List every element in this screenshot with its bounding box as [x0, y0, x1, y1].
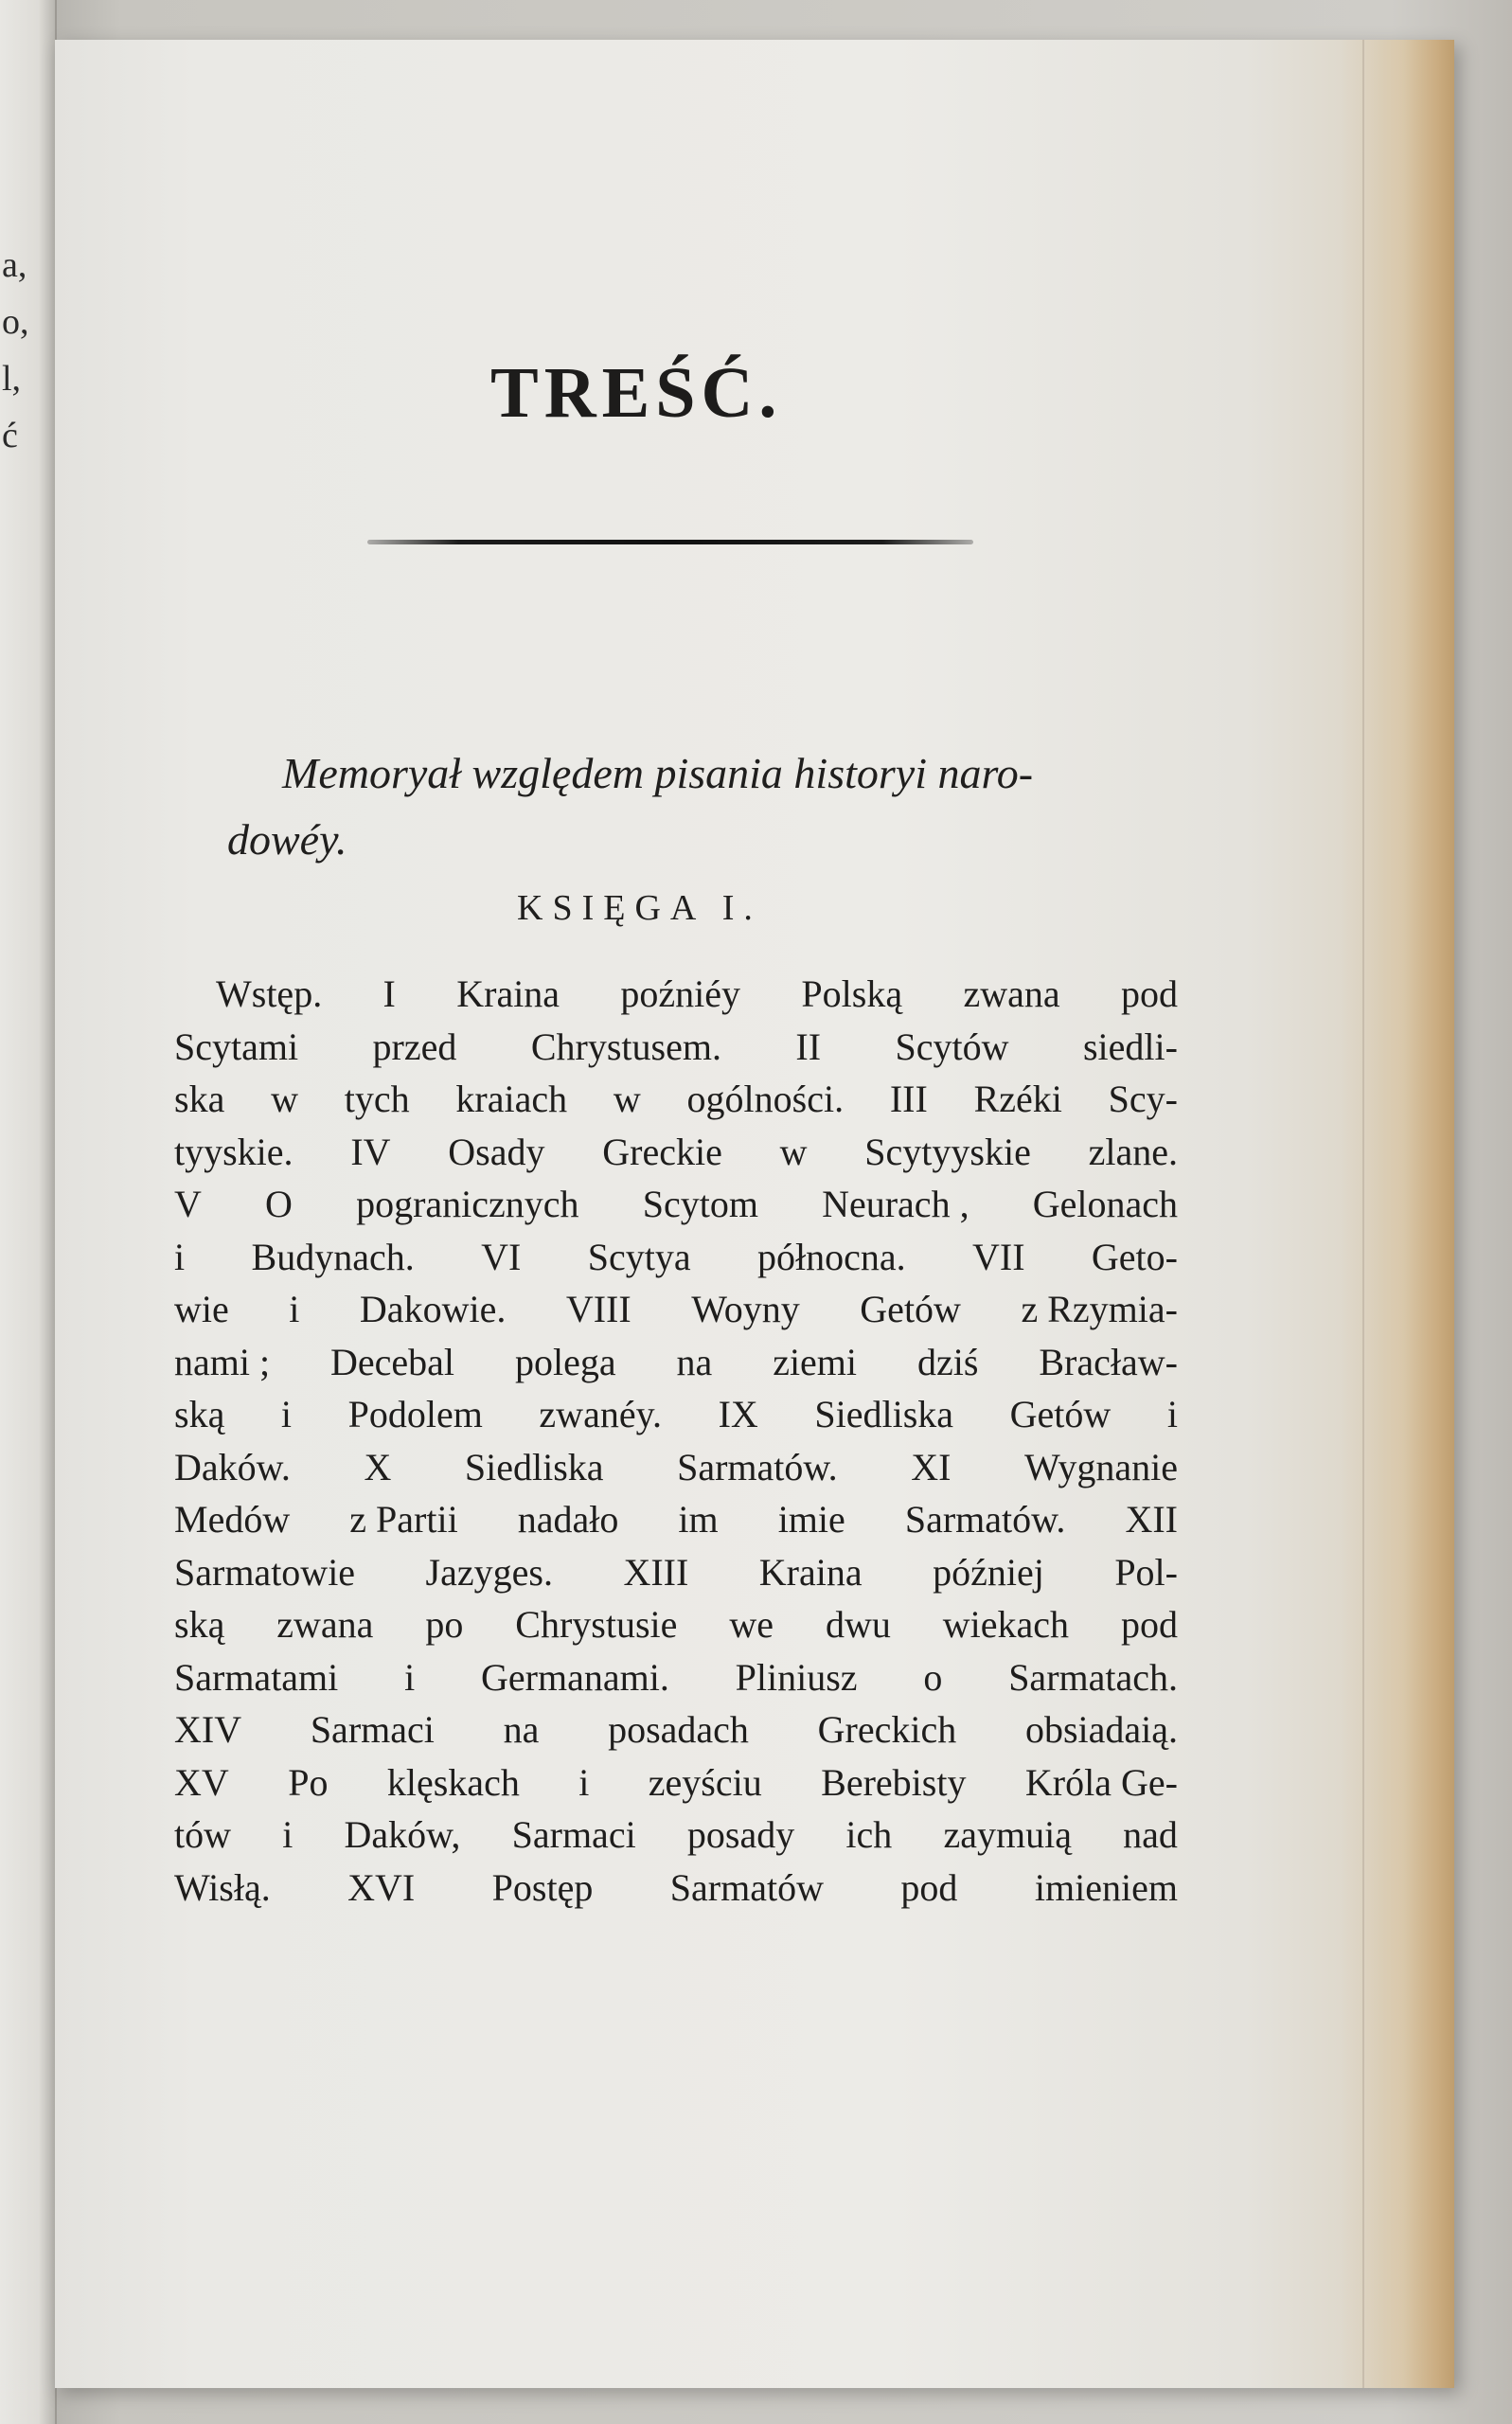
word: V — [174, 1183, 202, 1225]
word: pogranicznych — [356, 1183, 579, 1225]
facing-page-fragment: o, — [2, 302, 29, 342]
word: Sarmaci — [511, 1813, 636, 1856]
word: posadach — [608, 1708, 749, 1751]
word: na — [503, 1708, 540, 1751]
word: Polską — [801, 972, 903, 1015]
word: i — [280, 1393, 293, 1435]
word: Greckie — [602, 1130, 722, 1173]
word: Scytami — [174, 1025, 299, 1068]
word: XV — [174, 1760, 229, 1804]
title-rule-divider — [367, 540, 973, 544]
word: XIII — [623, 1550, 689, 1594]
word: I — [382, 972, 396, 1015]
word: Rzéki — [973, 1078, 1062, 1120]
word: wie — [174, 1288, 229, 1330]
word: Scy- — [1108, 1078, 1178, 1120]
word: zlane. — [1088, 1130, 1178, 1173]
word: Getów — [860, 1288, 961, 1330]
text-line — [174, 1388, 1178, 1441]
word: posady — [686, 1813, 795, 1856]
word: IV — [350, 1130, 391, 1173]
word: później — [933, 1550, 1044, 1594]
word: Germanami. — [481, 1655, 669, 1699]
word: VI — [481, 1235, 522, 1278]
facing-page-fragment: a, — [2, 245, 27, 285]
word: Chrystusie — [515, 1603, 678, 1646]
word: klęskach — [386, 1760, 520, 1804]
word: XIV — [174, 1708, 242, 1751]
word: Kraina — [758, 1550, 863, 1594]
foxed-page-edge — [1341, 40, 1454, 2388]
word: Scytyyskie — [864, 1130, 1031, 1173]
memorial-line: Memoryał względem pisania historyi naro- — [282, 749, 1034, 797]
word: Króla Ge- — [1024, 1760, 1178, 1804]
page-edge-line — [1362, 40, 1364, 2388]
word: VIII — [565, 1288, 631, 1330]
word: Gelonach — [1032, 1183, 1178, 1225]
word: Po — [288, 1760, 329, 1804]
word: północna. — [756, 1235, 906, 1278]
text-line — [174, 1862, 1178, 1915]
word: imie — [777, 1498, 845, 1541]
word: ska — [174, 1078, 225, 1120]
word: Daków, — [344, 1813, 461, 1856]
word: Sarmaci — [310, 1708, 435, 1751]
word: we — [729, 1603, 774, 1646]
word: ogólności. — [686, 1078, 845, 1120]
word: i — [404, 1655, 416, 1699]
word: Wisłą. — [174, 1865, 271, 1909]
word: z Rzymia- — [1021, 1288, 1178, 1330]
word: XVI — [347, 1865, 416, 1909]
word: z Partii — [349, 1498, 458, 1541]
word: i — [1166, 1393, 1178, 1435]
word: Wstęp. — [216, 972, 323, 1015]
word: polega — [514, 1340, 616, 1383]
word: nadało — [517, 1498, 619, 1541]
word: VII — [971, 1235, 1025, 1278]
word: Medów — [174, 1498, 291, 1541]
memorial-line: dowéy. — [227, 815, 347, 864]
text-line — [174, 1598, 1178, 1651]
word: zwana — [963, 972, 1060, 1015]
facing-page-fragment: l, — [2, 359, 22, 399]
word: zeyściu — [648, 1760, 762, 1804]
table-of-contents-text — [174, 968, 1178, 1914]
word: XI — [911, 1445, 952, 1488]
word: nami ; — [174, 1340, 271, 1383]
word: im — [678, 1498, 719, 1541]
word: Daków. — [174, 1445, 291, 1488]
book-page — [55, 40, 1454, 2388]
word: zwana — [276, 1603, 374, 1646]
word: na — [676, 1340, 713, 1383]
word: przed — [372, 1025, 457, 1068]
word: ziemi — [773, 1340, 858, 1383]
text-line — [174, 1651, 1178, 1704]
word: tych — [344, 1078, 410, 1120]
word: ską — [174, 1393, 225, 1435]
word: Woyny — [691, 1288, 800, 1330]
word: dziś — [916, 1340, 979, 1383]
word: nad — [1123, 1813, 1178, 1856]
word: Sarmatowie — [174, 1550, 356, 1594]
text-line — [174, 1178, 1178, 1231]
text-line — [174, 1021, 1178, 1074]
word: w — [613, 1078, 641, 1120]
word: Siedliska — [814, 1393, 954, 1435]
facing-page-fragment: ć — [2, 416, 18, 455]
word: Jazyges. — [425, 1550, 553, 1594]
word: Bracław- — [1039, 1340, 1178, 1383]
word: IX — [718, 1393, 758, 1435]
word: Osady — [448, 1130, 545, 1173]
word: II — [795, 1025, 822, 1068]
word: pod — [1120, 972, 1178, 1015]
word: Podolem — [347, 1393, 483, 1435]
word: Dakowie. — [359, 1288, 507, 1330]
text-line — [174, 1073, 1178, 1126]
word: o — [923, 1655, 943, 1699]
word: O — [265, 1183, 293, 1225]
text-line — [174, 1231, 1178, 1284]
word: dwu — [825, 1603, 891, 1646]
text-line — [174, 1493, 1178, 1546]
word: Getów — [1009, 1393, 1112, 1435]
word: ską — [174, 1603, 225, 1646]
word: Postęp — [491, 1865, 594, 1909]
page-title: TREŚĆ. — [490, 353, 783, 433]
text-line — [174, 1441, 1178, 1494]
text-line — [174, 1336, 1178, 1389]
word: i — [289, 1288, 300, 1330]
word: Sarmatami — [174, 1655, 339, 1699]
word: i — [174, 1235, 186, 1278]
text-line — [174, 1546, 1178, 1599]
word: Sarmatów. — [904, 1498, 1066, 1541]
word: Greckich — [817, 1708, 957, 1751]
word: pod — [1120, 1603, 1178, 1646]
word: Berebisty — [821, 1760, 967, 1804]
word: Sarmatach. — [1008, 1655, 1178, 1699]
word: obsiadaią. — [1024, 1708, 1178, 1751]
word: Chrystusem. — [530, 1025, 721, 1068]
word: XII — [1125, 1498, 1178, 1541]
word: Siedliska — [464, 1445, 604, 1488]
word: Pol- — [1114, 1550, 1178, 1594]
word: po — [425, 1603, 464, 1646]
word: Scytom — [642, 1183, 758, 1225]
memorial-entry — [227, 740, 1183, 873]
word: tów — [174, 1813, 231, 1856]
word: Geto- — [1091, 1235, 1178, 1278]
word: Kraina — [456, 972, 560, 1015]
text-line — [174, 1283, 1178, 1336]
word: poźniéy — [620, 972, 741, 1015]
text-line — [174, 1756, 1178, 1809]
text-line — [174, 1703, 1178, 1756]
word: imieniem — [1034, 1865, 1178, 1909]
word: i — [578, 1760, 590, 1804]
word: Wygnanie — [1023, 1445, 1178, 1488]
word: X — [364, 1445, 392, 1488]
word: tyyskie. — [174, 1130, 294, 1173]
word: w — [271, 1078, 298, 1120]
word: siedli- — [1082, 1025, 1178, 1068]
word: Scytów — [895, 1025, 1009, 1068]
word: zaymuią — [943, 1813, 1072, 1856]
word: Scytya — [587, 1235, 691, 1278]
word: Neurach , — [822, 1183, 969, 1225]
book-heading: KSIĘGA I. — [517, 888, 762, 928]
text-line — [174, 968, 1178, 1021]
word: pod — [900, 1865, 958, 1909]
word: zwanéy. — [539, 1393, 662, 1435]
facing-page-edge — [0, 0, 57, 2424]
word: Budynach. — [251, 1235, 415, 1278]
word: ich — [845, 1813, 893, 1856]
word: w — [779, 1130, 808, 1173]
word: Sarmatów — [669, 1865, 824, 1909]
word: Sarmatów. — [677, 1445, 838, 1488]
word: kraiach — [455, 1078, 568, 1120]
word: i — [282, 1813, 294, 1856]
word: III — [889, 1078, 928, 1120]
word: wiekach — [942, 1603, 1070, 1646]
word: Pliniusz — [735, 1655, 858, 1699]
text-line — [174, 1126, 1178, 1179]
word: Decebal — [330, 1340, 455, 1383]
text-line — [174, 1809, 1178, 1862]
